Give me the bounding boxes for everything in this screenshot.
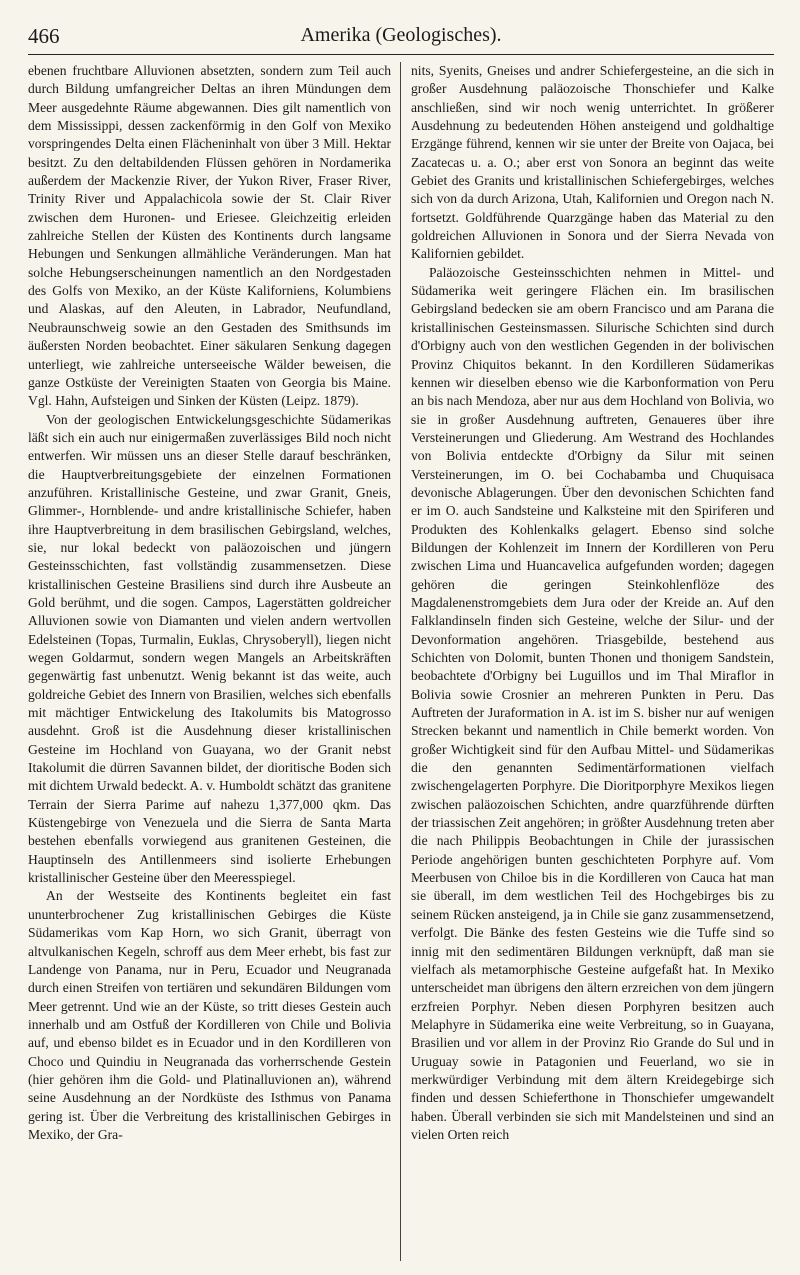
page-header xyxy=(28,20,774,55)
paragraph: Von der geologischen Entwickelungsgeschichte Südamerikas läßt sich ein auch nur einigermaßen zuverlässiges Bild noch nicht entwerfen. Wir müssen uns an dieser Stelle darauf beschränken, die Hauptverbreitungsgebiete der einzelnen Formationen anzuführen. Kristallinische Gesteine, und zwar Granit, Gneis, Glimmer-, Hornblende- und andre kristallinische Schiefer, haben ihre Hauptverbreitung in dem brasilischen Gebirgsland, welches, sie, nur lokal bedeckt von paläozoischen und jüngern Gesteinsschichten, fast vollständig zusammensetzen. Diese kristallinischen Gesteine Brasiliens sind durch ihre Ausbeute an Gold berühmt, und die sogen. Campos, Lagerstätten goldreicher Alluvionen sowie von Diamanten und vielen andern wertvollen Edelsteinen (Topas, Turmalin, Euklas, Chrysoberyll), liegen nicht wegen Goldarmut, sondern wegen Mangels an Arbeitskräften gegenwärtig fast unbenutzt. Wenig bekannt ist das weite, auch goldreiche Gebiet des Innern von Brasilien, welches sich ebenfalls mit mächtiger Entwickelung des Itakolumits bis Matogrosso ausdehnt. Groß ist die Ausdehnung dieser kristallinischen Gesteine im Hochland von Guayana, wo der Granit nebst Itakolumit die dürren Savannen bildet, der dioritische Boden sich mit dichtem Urwald bedeckt. A. v. Humboldt schätzt das granitene Terrain der Sierra Parime auf nahezu 1,377,000 qkm. Das Küstengebirge von Venezuela und die Sierra de Santa Marta bestehen ebenfalls vorwiegend aus granitenen Gesteinen, die Hauptinseln des Antillenmeers sind isolierte Erhebungen kristallinischer Gesteine über den Meeresspiegel. xyxy=(28,411,391,886)
running-title: Amerika (Geologisches). xyxy=(300,24,502,46)
paragraph: nits, Syenits, Gneises und andrer Schiefergesteine, an die sich in großer Ausdehnung paläozoische Thonschiefer und Kalke anschließen, sind wir noch wenig unterrichtet. In größerer Ausdehnung zu bedeutenden Höhen ansteigend und goldhaltige Erzgänge führend, kennen wir sie unter der Breite von Oajaca, bei Zacatecas u. a. O.; aber erst von Sonora an beginnt das weite Gebiet des Granits und kristallinischen Schiefergebirges, welches sich von da durch Arizona, Utah, Kalifornien und Oregon nach N. fortsetzt. Goldführende Quarzgänge haben das Material zu den goldreichen Alluvionen in Sonora und der Sierra Nevada von Kalifornien gebildet. xyxy=(411,63,774,262)
text-columns xyxy=(28,62,774,1261)
page-number: 466 xyxy=(28,24,60,48)
column-divider xyxy=(400,62,401,1261)
paragraph: An der Westseite des Kontinents begleitet ein fast ununterbrochener Zug kristallinischen Gebirges die Küste Südamerikas vom Kap Horn, wo sich Granit, überragt von altvulkanischen Kegeln, schroff aus dem Meer erhebt, bis fast zur Landenge von Panama, nur in Peru, Ecuador und Neugranada durch einen Streifen von tertiären und sekundären Bildungen vom Meer getrennt. Und wie an der Küste, so tritt dieses Gestein auch innerhalb und am Ostfuß der Kordilleren von Chile und Bolivia auf, und ebenso bildet es in Ecuador und in den Kordilleren von Choco und Quindiu in Neugranada das vorherrschende Gestein (hier gehören ihm die Gold- und Platinalluvionen an), während seine Ausdehnung an der Nordküste des Isthmus von Panama gering ist. Über die Verbreitung des kristallinischen Gebirges in Mexiko, der Gra- xyxy=(28,888,391,1142)
left-column xyxy=(28,62,391,1261)
paragraph: Paläozoische Gesteinsschichten nehmen in Mittel- und Südamerika weit geringere Flächen ein. Im brasilischen Gebirgsland bedecken sie am obern Francisco und am Parana die kristallinischen Gesteinsmassen. Silurische Schichten sind durch d'Orbigny auch von den westlichen Gegenden in der bolivischen Provinz Chiquitos bekannt. In den Kordilleren Südamerikas kennen wir dieselben ebenso wie die Karbonformation von Peru an bis nach Mendoza, aber nur aus dem Hochland von Bolivia, wo sie in großer Ausdehnung auftreten, Genaueres über ihre Versteinerungen und Gliederung. Am Westrand des Hochlandes von Bolivia entdeckte d'Orbigny da Silur mit seinen Versteinerungen, im O. bei Cochabamba und Chuquisaca devonische Ablagerungen. Über den devonischen Schichten fand er im O. auch Sandsteine und Kalksteine mit den Spiriferen und Produkten des Kohlenkalks gelagert. Ebenso sind solche Bildungen der Kohlenzeit im Innern der Kordilleren von Peru zwischen Lima und Huancavelica aufgefunden worden; dagegen gehören die geringen Steinkohlenflöze des Magdalenenstromgebiets dem Jura oder der Kreide an. Auf den Falklandinseln finden sich Gesteine, welche der Silur- und der Devonformation angehören. Triasgebilde, bestehend aus Schichten von Dolomit, bunten Thonen und thonigem Sandstein, beobachtete d'Orbigny bei Luguillos und im Thal Miraflor in Bolivia sowie Crosnier an mehreren Punkten in Peru. Das Auftreten der Juraformation in A. ist im S. bisher nur auf wenigen Strecken bekannt und namentlich in Chile bemerkt worden. Von großer Wichtigkeit sind für den Aufbau Mittel- und Südamerikas die den genannten Sedimentärformationen vielfach zwischengelagerten Porphyre. Die Dioritporphyre Mexikos liegen zwischen paläozoischen Schichten, andre quarzführende dürften der triassischen Zeit angehören; in größter Ausdehnung treten aber die nach Philippis Beobachtungen in Chile der jurassischen Periode angehörigen bunten geschichteten Porphyre auf. Vom Meerbusen von Chiloe bis in die Kordilleren von Cauca hat man sie überall, im dem westlichen Teil des Hochgebirges bis zu seinem Rücken ansteigend, ja in Chile sie ganz zusammensetzend, verfolgt. Die Bänke des festen Gesteins wie die Tuffe sind so innig mit den sedimentären Bildungen verknüpft, daß man sie vielfach als metamorphische Gesteine aufgefaßt hat. In Mexiko unterscheidet man übrigens den ältern erzreichen von dem jüngern erzfreien Porphyr. Neben diesen Porphyren besitzen auch Melaphyre in Südamerika eine weite Verbreitung, so in Guayana, Brasilien und vor allem in der Provinz Rio Grande do Sul und in Uruguay sowie in Patagonien und Feuerland, wo sie in merkwürdiger Verbindung mit dem ältern Kreidegebirge sich finden und dessen Schieferthone in Thonschiefer umgewandelt haben. Überall verbinden sie sich mit Mandelsteinen und sind an vielen Orten reich xyxy=(411,264,774,1142)
paragraph: ebenen fruchtbare Alluvionen absetzten, sondern zum Teil auch durch Bildung umfangreicher Deltas an ihren Mündungen dem Meer ausgedehnte Räume abgewannen. Dies gilt namentlich von dem Mississippi, dessen zackenförmig in den Golf von Mexiko vorspringendes Delta einen Flächeninhalt von über 3 Mill. Hektar besitzt. Zu den deltabildenden Flüssen gehören in Nordamerika außerdem der Mackenzie River, der Yukon River, Fraser River, Trinity River und Appalachicola sowie der St. Clair River zwischen dem Huronen- und Eriesee. Gleichzeitig erleiden zahlreiche Stellen der Küsten des Kontinents durch langsame Hebungen und Senkungen allmähliche Veränderungen. Man hat solche Hebungserscheinungen namentlich an den Nordgestaden des Golfs von Mexiko, an der Küste Kaliforniens, Kolumbiens und Alaskas, auf den Aleuten, in Labrador, Neufundland, Neubraunschweig sowie an den Gestaden des Smithsunds im äußersten Norden beobachtet. Einer säkularen Senkung dagegen unterliegt, wie zahlreiche unterseeische Wälder beweisen, die ganze Ostküste der Vereinigten Staaten von Georgia bis Maine. Vgl. Hahn, Aufsteigen und Sinken der Küsten (Leipz. 1879). xyxy=(28,63,391,409)
right-column xyxy=(411,62,774,1261)
